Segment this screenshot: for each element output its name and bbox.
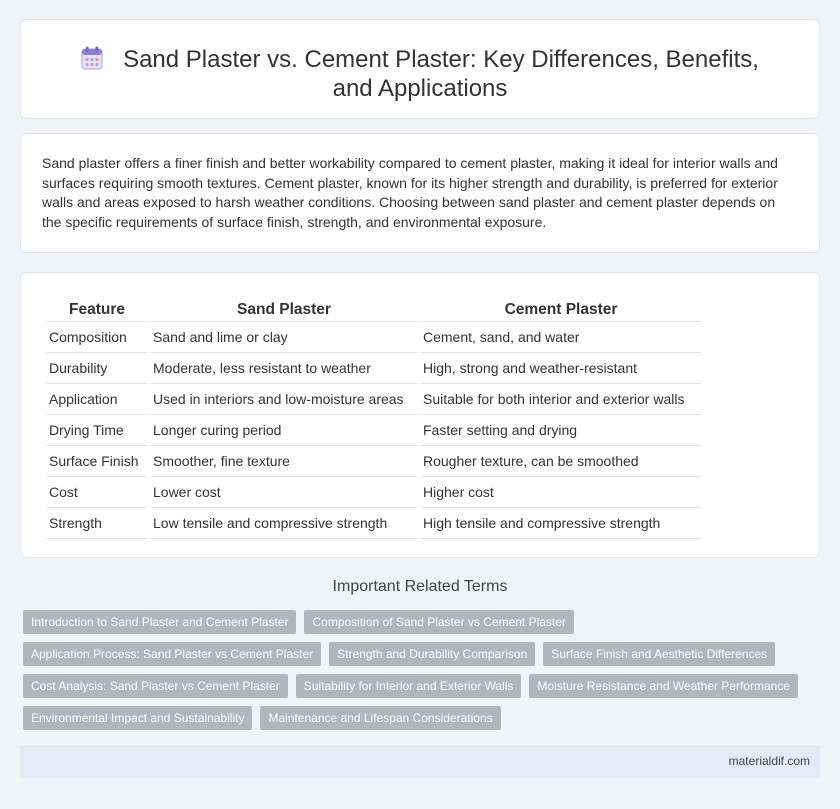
feature-cell: Application [47,384,147,415]
related-term-tag[interactable]: Moisture Resistance and Weather Performance [529,674,798,698]
sand-plaster-cell: Used in interiors and low-moisture areas [151,384,417,415]
feature-cell: Strength [47,508,147,539]
related-term-tag[interactable]: Maintenance and Lifespan Considerations [260,706,500,730]
related-term-tag[interactable]: Introduction to Sand Plaster and Cement Plaster [23,610,296,634]
header-feature: Feature [47,298,147,322]
sand-plaster-cell: Sand and lime or clay [151,322,417,353]
feature-cell: Cost [47,477,147,508]
feature-cell: Durability [47,353,147,384]
cement-plaster-cell: Cement, sand, and water [421,322,701,353]
table-row [47,415,701,446]
cement-plaster-cell: High tensile and compressive strength [421,508,701,539]
sand-plaster-cell: Smoother, fine texture [151,446,417,477]
table-row [47,477,701,508]
feature-cell: Drying Time [47,415,147,446]
related-term-tag[interactable]: Cost Analysis: Sand Plaster vs Cement Plaster [23,674,288,698]
calendar-icon [81,46,103,70]
table-row [47,446,701,477]
table-header-row [47,298,701,322]
cement-plaster-cell: High, strong and weather-resistant [421,353,701,384]
related-terms-heading: Important Related Terms [332,578,508,595]
comparison-table [43,298,705,539]
header-sand-plaster: Sand Plaster [151,298,417,322]
page-title-wrap [21,45,819,103]
summary-card [20,133,820,253]
related-term-tag[interactable]: Strength and Durability Comparison [329,642,535,666]
sand-plaster-cell: Moderate, less resistant to weather [151,353,417,384]
summary-text: Sand plaster offers a finer finish and better workability compared to cement plaster, making it ideal for interior walls and surfaces requiring smooth textures. Cement plaster, known for its higher strength and durability, is preferred for exterior walls and areas exposed to harsh weather conditions. Choosing between sand plaster and cement plaster depends on the specific requirements of surface finish, strength, and environmental exposure. [42,155,778,230]
feature-cell: Surface Finish [47,446,147,477]
cement-plaster-cell: Faster setting and drying [421,415,701,446]
related-term-tag[interactable]: Surface Finish and Aesthetic Differences [543,642,775,666]
cement-plaster-cell: Higher cost [421,477,701,508]
footer [20,745,820,778]
title-card [20,19,820,119]
comparison-table-card [20,272,820,558]
header-cement-plaster: Cement Plaster [421,298,701,322]
page-title: Sand Plaster vs. Cement Plaster: Key Differences, Benefits, and Applications [123,46,759,102]
related-terms-list [23,610,803,730]
related-term-tag[interactable]: Application Process: Sand Plaster vs Cement Plaster [23,642,321,666]
table-row [47,322,701,353]
cement-plaster-cell: Suitable for both interior and exterior walls [421,384,701,415]
related-term-tag[interactable]: Environmental Impact and Sustainability [23,706,252,730]
table-row [47,353,701,384]
table-row [47,508,701,539]
sand-plaster-cell: Longer curing period [151,415,417,446]
feature-cell: Composition [47,322,147,353]
sand-plaster-cell: Lower cost [151,477,417,508]
table-row [47,384,701,415]
cement-plaster-cell: Rougher texture, can be smoothed [421,446,701,477]
footer-site-link[interactable]: materialdif.com [728,754,810,768]
related-term-tag[interactable]: Suitability for Interior and Exterior Walls [296,674,522,698]
sand-plaster-cell: Low tensile and compressive strength [151,508,417,539]
related-term-tag[interactable]: Composition of Sand Plaster vs Cement Plaster [304,610,573,634]
